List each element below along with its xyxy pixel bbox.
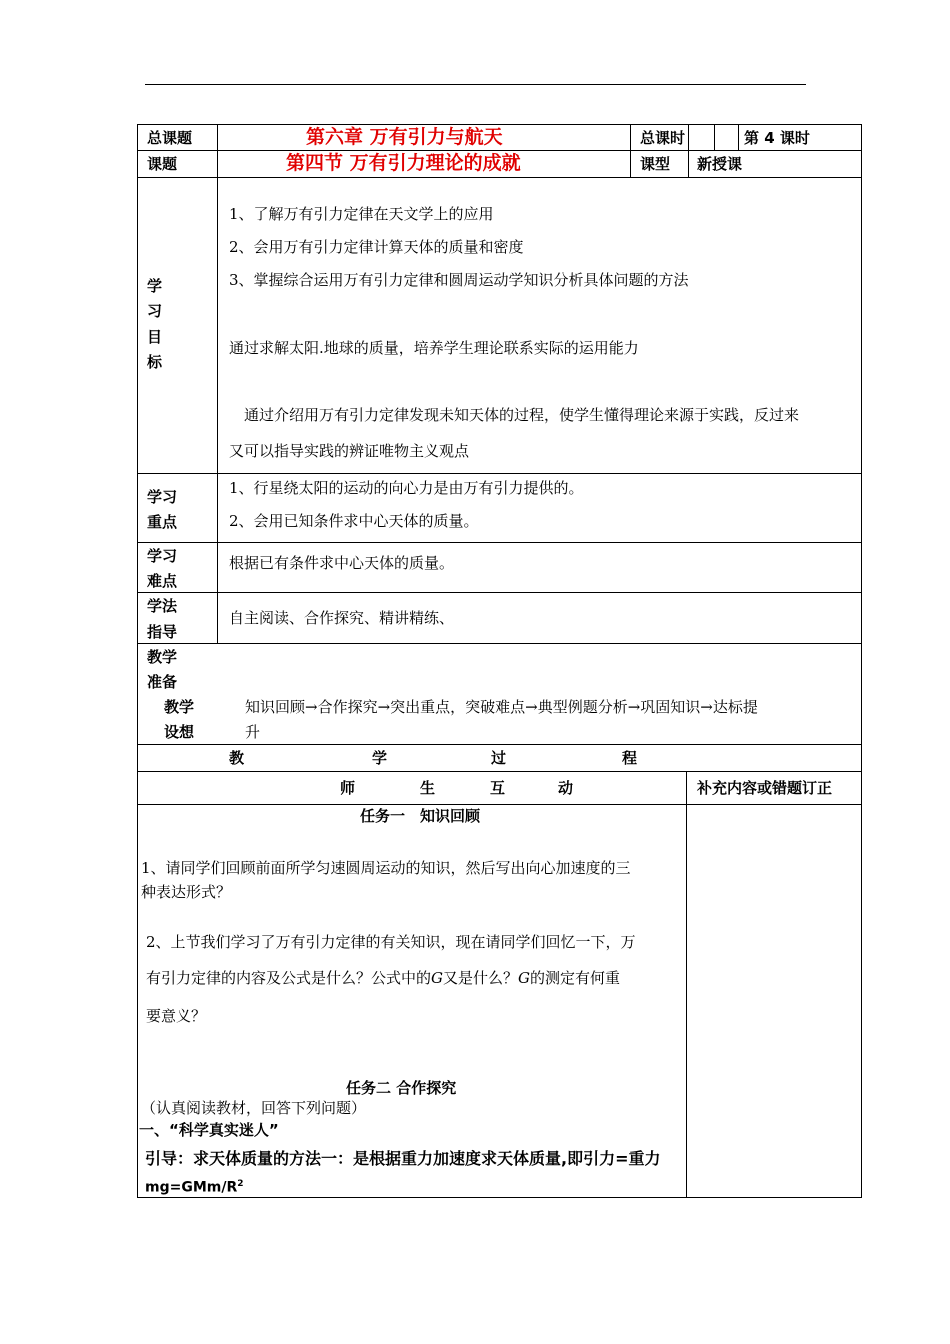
difficulty-label-1: 学习 — [147, 547, 178, 565]
task2-guide-line1: 引导：求天体质量的方法一：是根据重力加速度求天体质量,即引力=重力 — [145, 1149, 661, 1168]
interaction-char: 互 — [490, 779, 506, 797]
key-point-item: 2、会用已知条件求中心天体的质量。 — [229, 512, 479, 530]
method-label-1: 学法 — [147, 597, 178, 615]
difficulty-label-2: 难点 — [147, 572, 178, 590]
interaction-char: 师 — [340, 779, 356, 797]
design-label-1: 教学 — [164, 698, 195, 716]
ability-objective: 通过求解太阳.地球的质量，培养学生理论联系实际的运用能力 — [229, 339, 639, 357]
type-label: 课型 — [640, 155, 671, 173]
interaction-char: 生 — [420, 779, 436, 797]
process-title-char: 学 — [372, 749, 388, 767]
supplement-label: 补充内容或错题订正 — [697, 779, 833, 797]
task1-question2-line2: 有引力定律的内容及公式是什么？公式中的G又是什么？G的测定有何重 — [146, 969, 621, 987]
total-topic-label: 总课题 — [147, 129, 193, 147]
values-objective-line2: 又可以指导实践的辨证唯物主义观点 — [229, 442, 470, 460]
objective-item: 3、掌握综合运用万有引力定律和圆周运动学知识分析具体问题的方法 — [229, 271, 689, 289]
task1-title: 任务一 知识回顾 — [360, 807, 481, 825]
objective-item: 1、了解万有引力定律在天文学上的应用 — [229, 205, 494, 223]
objective-item: 2、会用万有引力定律计算天体的质量和密度 — [229, 238, 524, 256]
task2-heading: 一、“科学真实迷人” — [139, 1121, 279, 1139]
key-point-item: 1、行星绕太阳的运动的向心力是由万有引力提供的。 — [229, 479, 584, 497]
design-line2: 升 — [245, 723, 261, 741]
objectives-label-3: 目 — [147, 328, 163, 346]
objectives-label-1: 学 — [147, 277, 163, 295]
section-title: 第四节 万有引力理论的成就 — [286, 152, 521, 174]
total-hours-label: 总课时 — [640, 129, 686, 147]
preparation-label-1: 教学 — [147, 648, 178, 666]
process-title-char: 过 — [491, 749, 507, 767]
method-text: 自主阅读、合作探究、精讲精练、 — [229, 609, 455, 627]
difficulty-text: 根据已有条件求中心天体的质量。 — [229, 554, 455, 572]
interaction-char: 动 — [558, 779, 574, 797]
task1-question1-line1: 1、请同学们回顾前面所学匀速圆周运动的知识，然后写出向心加速度的三 — [141, 859, 631, 877]
values-objective-line1: 通过介绍用万有引力定律发现未知天体的过程，使学生懂得理论来源于实践，反过来 — [244, 406, 800, 424]
objectives-label-2: 习 — [147, 302, 163, 320]
objectives-label-4: 标 — [147, 353, 163, 371]
task2-note: （认真阅读教材，回答下列问题） — [141, 1099, 367, 1117]
process-title-char: 程 — [622, 749, 638, 767]
process-title-char: 教 — [229, 749, 245, 767]
key-points-label-1: 学习 — [147, 488, 178, 506]
task2-title: 任务二 合作探究 — [346, 1079, 457, 1097]
task1-question1-line2: 种表达形式？ — [141, 883, 232, 901]
type-value: 新授课 — [697, 155, 743, 173]
hours-value: 第 4 课时 — [744, 129, 810, 147]
task1-question2-line3: 要意义？ — [146, 1007, 207, 1025]
task2-guide-line2: $mg=GMm/R^2$ — [145, 1179, 244, 1196]
method-label-2: 指导 — [147, 623, 178, 641]
topic-label: 课题 — [147, 155, 178, 173]
design-label-2: 设想 — [164, 723, 195, 741]
task1-question2-line1: 2、上节我们学习了万有引力定律的有关知识，现在请同学们回忆一下，万 — [146, 933, 636, 951]
preparation-label-2: 准备 — [147, 673, 178, 691]
chapter-title: 第六章 万有引力与航天 — [306, 126, 503, 148]
header-rule — [145, 84, 806, 85]
key-points-label-2: 重点 — [147, 513, 178, 531]
design-line1: 知识回顾→合作探究→突出重点，突破难点→典型例题分析→巩固知识→达标提 — [245, 698, 758, 716]
